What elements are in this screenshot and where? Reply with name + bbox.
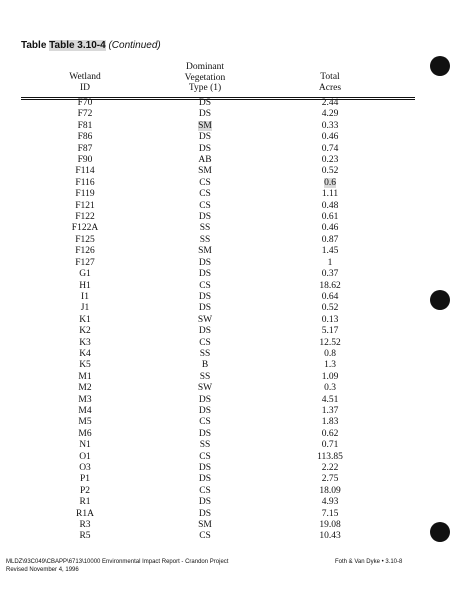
total-acres-cell: 0.71 xyxy=(321,440,339,451)
vegetation-type-cell: CS xyxy=(199,451,211,462)
table-row xyxy=(0,178,460,189)
total-acres-cell: 0.46 xyxy=(321,223,339,234)
total-acres-cell: 12.52 xyxy=(319,337,341,348)
vegetation-type-cell: B xyxy=(201,360,209,371)
total-acres-cell: 2.22 xyxy=(321,463,339,473)
wetland-id-cell: F87 xyxy=(77,143,93,154)
caption-continued: (Continued) xyxy=(108,40,161,51)
total-acres-cell: 0.33 xyxy=(321,120,339,131)
table-row xyxy=(0,132,460,143)
vegetation-type-cell: SM xyxy=(198,246,212,257)
vegetation-type-cell: CS xyxy=(199,280,211,291)
vegetation-type-cell: DS xyxy=(198,428,212,439)
vegetation-type-cell: SS xyxy=(199,234,211,245)
vegetation-type-cell: SM xyxy=(198,520,212,531)
vegetation-type-cell: SS xyxy=(199,371,211,382)
vegetation-type-cell: DS xyxy=(198,463,212,473)
table-row xyxy=(0,235,460,246)
table-row xyxy=(0,372,460,383)
wetland-id-cell: K4 xyxy=(79,348,91,359)
total-acres-cell: 1.45 xyxy=(321,246,339,257)
table-row xyxy=(0,155,460,166)
total-acres-cell: 0.23 xyxy=(321,155,339,166)
wetland-id-cell: F70 xyxy=(77,98,93,108)
footer-right: Foth & Van Dyke • 3.10-8 xyxy=(335,559,403,565)
table-row xyxy=(0,417,460,428)
table-row xyxy=(0,383,460,394)
footer-left xyxy=(6,558,228,574)
header-acres-line2: Acres xyxy=(318,82,342,93)
wetland-id-cell: O1 xyxy=(79,451,91,462)
wetland-id-cell: M4 xyxy=(78,405,92,416)
vegetation-type-cell: DS xyxy=(198,132,212,143)
wetland-id-cell: P2 xyxy=(79,485,91,496)
header-acres xyxy=(295,72,365,93)
vegetation-type-cell: SS xyxy=(199,348,211,359)
table-header xyxy=(0,62,460,96)
total-acres-cell: 0.8 xyxy=(324,348,336,359)
table-row xyxy=(0,303,460,314)
total-acres-cell: 18.62 xyxy=(319,280,341,291)
wetland-id-cell: M1 xyxy=(78,371,92,382)
vegetation-type-cell: SS xyxy=(199,223,211,234)
wetland-id-cell: M6 xyxy=(78,428,92,439)
total-acres-cell: 1.11 xyxy=(321,189,339,200)
wetland-id-cell: F81 xyxy=(77,120,93,131)
total-acres-cell: 4.93 xyxy=(321,497,339,508)
table-row xyxy=(0,121,460,132)
wetland-id-cell: R1A xyxy=(76,508,94,519)
vegetation-type-cell: DS xyxy=(198,497,212,508)
total-acres-cell: 5.17 xyxy=(321,326,339,337)
vegetation-type-cell: AB xyxy=(198,155,212,166)
table-row xyxy=(0,281,460,292)
vegetation-type-cell: CS xyxy=(199,200,211,211)
total-acres-cell: 1.83 xyxy=(321,417,339,428)
table-row xyxy=(0,429,460,440)
table-row xyxy=(0,144,460,155)
wetland-id-cell: F116 xyxy=(75,177,95,188)
total-acres-cell: 7.15 xyxy=(321,508,339,519)
vegetation-type-cell: SM xyxy=(198,166,212,177)
vegetation-type-cell: DS xyxy=(198,269,212,280)
binder-hole-top xyxy=(430,56,450,76)
wetland-id-cell: R1 xyxy=(79,497,91,508)
header-acres-line1: Total xyxy=(320,72,340,82)
vegetation-type-cell: DS xyxy=(198,257,212,268)
total-acres-cell: 0.48 xyxy=(321,200,339,211)
total-acres-cell: 2.75 xyxy=(321,474,339,485)
table-row xyxy=(0,223,460,234)
total-acres-cell: 2.44 xyxy=(321,98,339,108)
total-acres-cell: 10.43 xyxy=(319,531,341,542)
total-acres-cell: 0.74 xyxy=(321,143,339,154)
header-id xyxy=(50,72,120,93)
table-row xyxy=(0,98,460,109)
wetland-id-cell: N1 xyxy=(79,440,91,451)
total-acres-cell: 0.3 xyxy=(324,383,336,394)
header-id-line2: ID xyxy=(79,82,91,93)
header-type xyxy=(165,62,245,94)
header-type-line3: Type (1) xyxy=(188,83,222,93)
total-acres-cell: 0.52 xyxy=(321,303,339,314)
total-acres-cell: 0.37 xyxy=(321,269,339,280)
vegetation-type-cell: DS xyxy=(198,303,212,314)
table-row xyxy=(0,292,460,303)
wetland-id-cell: F114 xyxy=(75,166,95,177)
wetland-id-cell: F125 xyxy=(75,234,95,245)
total-acres-cell: 113.85 xyxy=(317,451,343,462)
table-row xyxy=(0,520,460,531)
vegetation-type-cell: DS xyxy=(198,143,212,154)
total-acres-cell: 0.52 xyxy=(321,166,339,177)
wetland-id-cell: F119 xyxy=(75,189,95,200)
vegetation-type-cell: CS xyxy=(199,177,211,188)
wetland-id-cell: K1 xyxy=(79,314,91,325)
total-acres-cell: 1 xyxy=(327,257,333,268)
total-acres-cell: 1.37 xyxy=(321,405,339,416)
table-row xyxy=(0,201,460,212)
total-acres-cell: 19.08 xyxy=(319,520,341,531)
vegetation-type-cell: DS xyxy=(198,405,212,416)
table-row xyxy=(0,406,460,417)
table-row xyxy=(0,246,460,257)
vegetation-type-cell: DS xyxy=(198,474,212,485)
table-row xyxy=(0,463,460,474)
wetland-id-cell: I1 xyxy=(81,291,89,302)
table-row xyxy=(0,338,460,349)
vegetation-type-cell: SS xyxy=(199,440,211,451)
table-row xyxy=(0,395,460,406)
table-row xyxy=(0,258,460,269)
wetland-id-cell: F122A xyxy=(71,223,99,234)
header-type-line2: Vegetation xyxy=(184,72,226,83)
vegetation-type-cell: CS xyxy=(199,531,211,542)
table-row xyxy=(0,109,460,120)
vegetation-type-cell: DS xyxy=(198,212,212,223)
table-row xyxy=(0,315,460,326)
wetland-id-cell: M3 xyxy=(78,394,92,405)
vegetation-type-cell: SW xyxy=(197,314,213,325)
table-row xyxy=(0,474,460,485)
wetland-id-cell: H1 xyxy=(79,280,91,291)
total-acres-cell: 4.29 xyxy=(321,109,339,120)
wetland-id-cell: O3 xyxy=(79,463,91,473)
table-row xyxy=(0,360,460,371)
table-row xyxy=(0,269,460,280)
highlighted-value: 0.6 xyxy=(324,177,336,188)
vegetation-type-cell: DS xyxy=(198,109,212,120)
table-row xyxy=(0,531,460,542)
wetland-id-cell: M5 xyxy=(78,417,92,428)
wetland-id-cell: K2 xyxy=(79,326,91,337)
highlighted-value: SM xyxy=(198,120,212,131)
table-row xyxy=(0,497,460,508)
total-acres-cell: 0.46 xyxy=(321,132,339,143)
header-id-line1: Wetland xyxy=(69,72,101,82)
footer-revision-date: Revised November 4, 1996 xyxy=(6,567,79,573)
table-row xyxy=(0,326,460,337)
total-acres-cell: 0.87 xyxy=(321,234,339,245)
wetland-id-cell: F126 xyxy=(75,246,95,257)
wetland-id-cell: F127 xyxy=(75,257,95,268)
total-acres-cell: 0.13 xyxy=(321,314,339,325)
total-acres-cell: 1.3 xyxy=(324,360,336,371)
vegetation-type-cell: CS xyxy=(199,337,211,348)
wetland-id-cell: F86 xyxy=(77,132,93,143)
wetland-id-cell: J1 xyxy=(80,303,90,314)
total-acres-cell xyxy=(305,178,355,189)
binder-hole-bottom xyxy=(430,522,450,542)
table-caption: Table Table 3.10-4 (Continued) xyxy=(21,40,161,51)
wetland-id-cell: F90 xyxy=(77,155,93,166)
vegetation-type-cell: DS xyxy=(198,326,212,337)
wetland-id-cell: P1 xyxy=(79,474,91,485)
wetland-id-cell: F122 xyxy=(75,212,95,223)
table-row xyxy=(0,452,460,463)
vegetation-type-cell: SW xyxy=(197,383,213,394)
wetland-id-cell: R3 xyxy=(79,520,91,531)
total-acres-cell: 4.51 xyxy=(321,394,339,405)
wetland-id-cell: M2 xyxy=(78,383,92,394)
table-row xyxy=(0,166,460,177)
table-row xyxy=(0,212,460,223)
table-row xyxy=(0,189,460,200)
total-acres-cell: 0.62 xyxy=(321,428,339,439)
vegetation-type-cell: CS xyxy=(199,189,211,200)
wetland-id-cell: G1 xyxy=(79,269,91,280)
table-row xyxy=(0,486,460,497)
vegetation-type-cell: DS xyxy=(198,291,212,302)
table-row xyxy=(0,349,460,360)
table-number: Table 3.10-4 xyxy=(49,40,106,51)
wetland-id-cell: F72 xyxy=(77,109,93,120)
wetland-table xyxy=(0,98,460,543)
vegetation-type-cell: DS xyxy=(198,394,212,405)
table-row xyxy=(0,509,460,520)
table-row xyxy=(0,440,460,451)
vegetation-type-cell: CS xyxy=(199,485,211,496)
vegetation-type-cell: DS xyxy=(198,98,212,108)
total-acres-cell: 0.61 xyxy=(321,212,339,223)
footer-document-path: MLDZ\93C049\CBAPP\6713\10000 Environmental Impact Report - Crandon Project xyxy=(6,559,229,565)
wetland-id-cell: K3 xyxy=(79,337,91,348)
binder-hole-middle xyxy=(430,290,450,310)
vegetation-type-cell: CS xyxy=(199,417,211,428)
header-type-line1: Dominant xyxy=(186,62,224,72)
wetland-id-cell: R5 xyxy=(79,531,91,542)
total-acres-cell: 0.64 xyxy=(321,291,339,302)
wetland-id-cell: F121 xyxy=(75,200,95,211)
total-acres-cell: 18.09 xyxy=(319,485,341,496)
vegetation-type-cell xyxy=(180,121,230,132)
vegetation-type-cell: DS xyxy=(198,508,212,519)
total-acres-cell: 1.09 xyxy=(321,371,339,382)
wetland-id-cell: K5 xyxy=(79,360,91,371)
